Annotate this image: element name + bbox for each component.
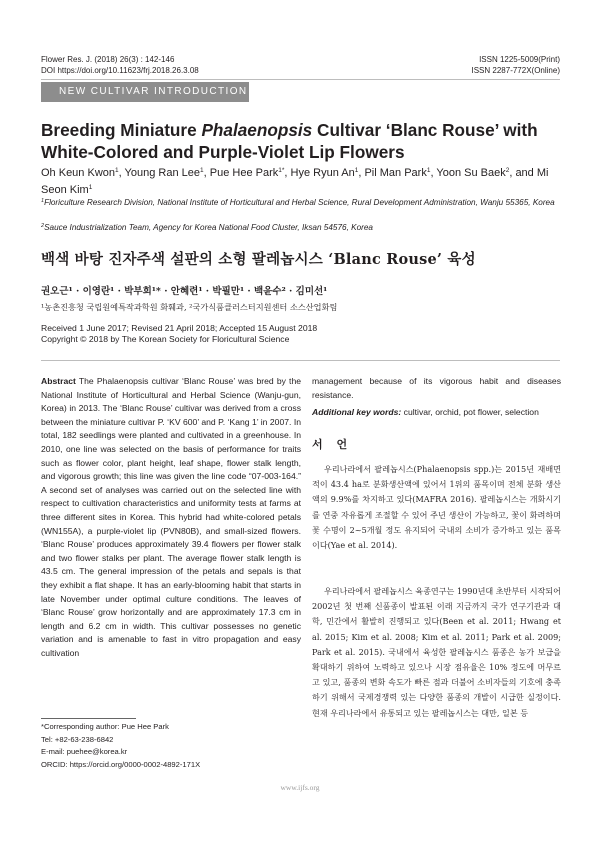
title-part1: Breeding Miniature bbox=[41, 120, 202, 140]
author: Pil Man Park$^1$ bbox=[364, 167, 431, 179]
keywords bbox=[312, 406, 561, 420]
email-link[interactable]: E-mail: puehee@korea.kr bbox=[41, 747, 128, 757]
author: Yoon Su Baek$^2$ bbox=[436, 167, 510, 179]
journal-line: Flower Res. J. (2018) 26(3) : 142-146 bbox=[41, 55, 175, 64]
article-type-banner: NEW CULTIVAR INTRODUCTION bbox=[41, 82, 249, 102]
keywords-label: Additional key words: bbox=[312, 407, 402, 417]
korean-affiliations: ¹농촌진흥청 국립원예특작과학원 화훼과, ²국가식품클러스터지원센터 소스산업화팀 bbox=[41, 302, 338, 312]
correspondence-footnote bbox=[41, 721, 200, 771]
abstract-text: The Phalaenopsis cultivar ‘Blanc Rouse’ was bred by the National Institute of Horticultural and Herbal Science (Wanju-gun, Korea) in 2013. The ‘Blanc Rouse’ cultivar was derived from a cross between the miniature cultivar P. ‘KV 600’ and P. ‘Kang 1’ in 2007. In total, 182 seedlings were planted and cultivated in a greenhouse. In 2010, one line was selected on the basis of performance for traits such as flower color, plant height, leaf shape, flower stalk length, and vigorous growth; this line was given the line code “07-003-164.” A second set of analyses was carried out on the selected line with respect to cultivation characteristics and uniformity tests at farms at three different sites in Korea. This hybrid had white-colored petals (WN155A), a purple-violet lip (PVN80B), and small-sized flowers. ‘Blanc Rouse’ produces approximately 39.4 flowers per flower stalk and two flower stalks per plant. The average flower stalk length is 43.5 cm. The general impression of the petals and sepals is that they exhibit a flat shape. It has an early-blooming habit that starts in late November under optimal culture conditions. The leaves of ‘Blanc Rouse’ grow horizontally and are approximately 17.3 cm in length and 6.2 cm in width. This cultivar possesses no genetic variation and is amenable to fast in vitro propagation and easy cultivation bbox=[41, 376, 302, 658]
doi-line[interactable]: DOI https://doi.org/10.11623/frj.2018.26.3.08 bbox=[41, 65, 199, 75]
affiliation-1: $^1$Floriculture Research Division, National Institute of Horticultural and Herbal Science, Rural Development Administration, Wanju 55365, Korea bbox=[41, 198, 555, 207]
affiliation-2: $^2$Sauce Industrialization Team, Agency for Korea National Food Cluster, Iksan 54576, Korea bbox=[41, 223, 373, 232]
received-dates: Received 1 June 2017; Revised 21 April 2018; Accepted 15 August 2018 bbox=[41, 323, 318, 333]
korean-authors: 권오근¹ · 이영란¹ · 박부희¹* · 안혜련¹ · 박필만¹ · 백윤수² · 김미선¹ bbox=[41, 286, 328, 297]
footnote-rule bbox=[41, 718, 136, 719]
body-paragraph: 우리나라에서 팔레놉시스 육종연구는 1990년대 초반부터 시작되어 2002년 첫 번째 신품종이 발표된 이래 지금까지 국가 연구기관과 대학, 민간에서 활발히 진행되고 있다(Been et al. 2011; Hwang et al. 2015; Kim et al. 2008; Kim et al. 2011; Park et al. 2009; Park et al. 2015). 국내에서 육성한 팔레놉시스 품종은 농가 보급을 확대하기 위하여 노력하고 있으나 시장 점유율은 10% 정도에 머무르고 있고, 품종의 변화 속도가 빠른 점과 더불어 소비자들의 기호에 충족하기 위해서 국제경쟁력 있는 다양한 품종의 개발이 시급한 실정이다. 현재 우리나라에서 유통되고 있는 팔레놉시스는 대만, 일본 등 bbox=[312, 586, 561, 718]
abstract-continuation: management because of its vigorous habit and diseases resistance. bbox=[312, 376, 561, 400]
journal-citation bbox=[41, 55, 199, 76]
telephone: Tel: +82-63-238-6842 bbox=[41, 734, 114, 744]
issn-online: ISSN 2287-772X(Online) bbox=[471, 65, 560, 75]
issn-print: ISSN 1225-5009(Print) bbox=[479, 55, 560, 64]
header-rule bbox=[41, 79, 560, 80]
abstract bbox=[41, 375, 301, 660]
article-dates bbox=[41, 323, 317, 345]
article-title bbox=[41, 119, 563, 163]
title-italic: Phalaenopsis bbox=[201, 120, 313, 140]
author: Pue Hee Park$^{1*}$ bbox=[209, 167, 285, 179]
footer-url[interactable]: www.ijfs.org bbox=[280, 783, 320, 792]
author: Mi Seon Kim$^1$ bbox=[41, 167, 549, 196]
keywords-text: cultivar, orchid, pot flower, selection bbox=[401, 407, 539, 417]
body-paragraph: 우리나라에서 팔레놉시스(Phalaenopsis spp.)는 2015년 재배면적이 43.4 ha로 분화생산액에 있어서 1위의 품목이며 전체 분화 생산액의 9.9%를 차지하고 있다(MAFRA 2016). 팔레놉시스는 개화시기를 연중 자유롭게 조절할 수 있어 주년 생산이 가능하고, 꽃이 화려하며 꽃 수명이 2~5개월 정도 유지되어 국내의 소비가 증가하고 있는 품목이다(Yae et al. 2014). bbox=[312, 464, 561, 551]
section-heading-introduction: 서 언 bbox=[312, 438, 353, 451]
author: Hye Ryun An$^1$ bbox=[290, 167, 359, 179]
abstract-label: Abstract bbox=[41, 376, 76, 386]
copyright: Copyright © 2018 by The Korean Society for Floricultural Science bbox=[41, 334, 290, 344]
korean-title: 백색 바탕 진자주색 설판의 소형 팔레놉시스 ‘Blanc Rouse’ 육성 bbox=[41, 251, 476, 268]
section-rule bbox=[41, 360, 560, 361]
author-list: Oh Keun Kwon$^1$, Young Ran Lee$^1$, Pue Hee Park$^{1*}$, Hye Ryun An$^1$, Pil Man Park$^1$, Yoon Su Baek$^2$, and Mi Seon Kim$^1$ bbox=[41, 167, 549, 196]
title-part2: Cultivar ‘Blanc Rouse’ with White-Colored and Purple-Violet Lip Flowers bbox=[41, 120, 538, 162]
issn-block bbox=[472, 55, 561, 76]
orcid-link[interactable]: ORCID: https://orcid.org/0000-0002-4892-171X bbox=[41, 759, 201, 769]
author: Oh Keun Kwon$^1$ bbox=[41, 167, 119, 179]
corresponding-author: *Corresponding author: Pue Hee Park bbox=[41, 722, 169, 731]
author: Young Ran Lee$^1$ bbox=[124, 167, 204, 179]
